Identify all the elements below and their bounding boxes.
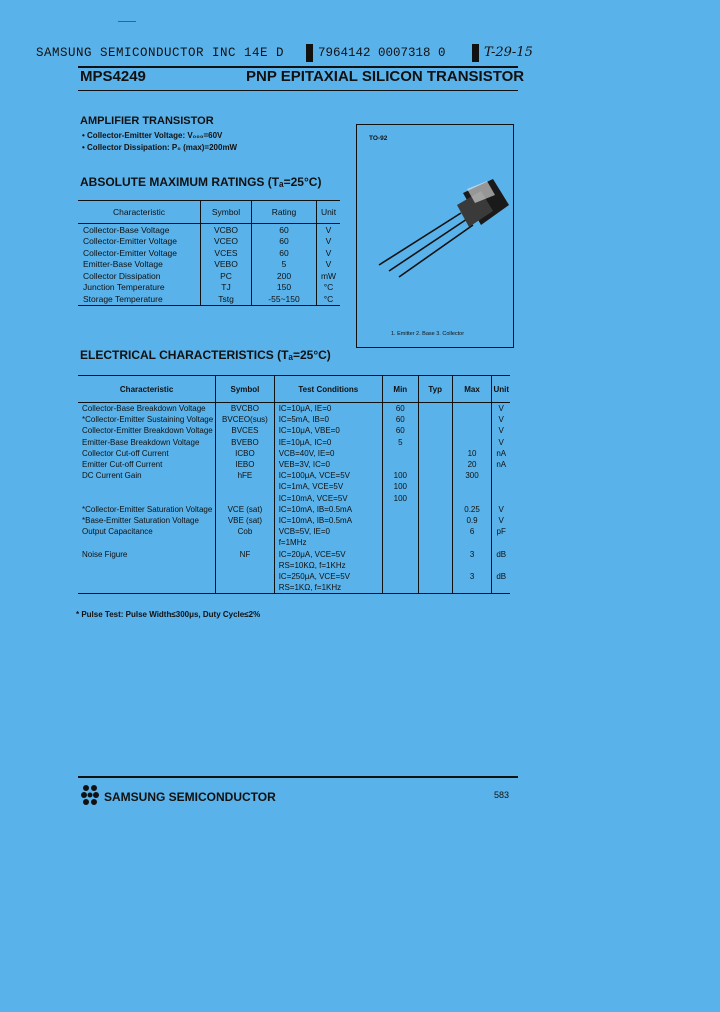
test-condition-cell: IC=1mA, VCE=5V [274,481,382,492]
unit-cell: V [492,437,510,448]
test-condition-cell: VCB=40V, IE=0 [274,448,382,459]
min-cell: 100 [382,481,418,492]
test-condition-cell: IC=10mA, IB=0.5mA [274,504,382,515]
test-condition-cell: IC=10mA, IB=0.5mA [274,515,382,526]
typ-cell [418,526,452,537]
rating-cell: -55~150 [252,293,317,305]
test-condition-cell: IC=10mA, VCE=5V [274,493,382,504]
typ-cell [418,582,452,594]
typ-cell [418,560,452,571]
footer-page: 583 [494,790,510,800]
characteristic-cell: *Base-Emitter Saturation Voltage [82,515,199,525]
elec-row [78,504,510,515]
symbol-cell [216,537,275,548]
rating-cell: 5 [252,259,317,271]
unit-cell: V [492,425,510,436]
unit-cell: dB [492,571,510,582]
col-e-unit: Unit [492,376,510,403]
max-cell: 300 [452,470,492,481]
col-characteristic: Characteristic [78,201,201,224]
header-dash: ___ [118,14,137,25]
symbol-cell: VBE (sat) [216,515,275,526]
header-company-line: SAMSUNG SEMICONDUCTOR INC 14E D [36,46,285,60]
min-cell: 100 [382,493,418,504]
max-cell: 10 [452,448,492,459]
characteristic-cell [78,560,216,571]
unit-cell [492,481,510,492]
characteristic-cell [78,493,216,504]
col-e-test: Test Conditions [274,376,382,403]
max-cell [452,481,492,492]
elec-table [78,375,510,594]
feature-1: • Collector-Emitter Voltage: V₀₀₀=60V [82,131,223,140]
symbol-cell: VEBO [201,259,252,271]
unit-cell: V [492,414,510,425]
symbol-cell: TJ [201,282,252,294]
characteristic-cell: Collector-Emitter Voltage [83,247,178,258]
min-cell: 100 [382,470,418,481]
col-unit: Unit [317,201,341,224]
col-e-max: Max [452,376,492,403]
symbol-cell: hFE [216,470,275,481]
header-handwritten-note: T-29-15 [484,45,533,60]
elec-row [78,537,510,548]
elec-row [78,582,510,594]
max-cell: 3 [452,548,492,559]
symbol-cell: VCES [201,247,252,259]
abs-max-row [78,247,340,259]
symbol-cell [216,571,275,582]
unit-cell [492,537,510,548]
characteristic-cell [78,537,216,548]
test-condition-cell: IE=10μA, IC=0 [274,437,382,448]
unit-cell: °C [317,282,341,294]
footer-brand: SAMSUNG SEMICONDUCTOR [104,790,276,804]
unit-cell: pF [492,526,510,537]
characteristic-cell: Collector Cut-off Current [82,448,169,458]
to92-package-icon [371,165,511,285]
unit-cell: mW [317,270,341,282]
characteristic-cell: Collector-Emitter Voltage [83,236,178,247]
title-rule [78,90,518,91]
abs-max-row [78,282,340,294]
rating-cell: 200 [252,270,317,282]
abs-max-row [78,236,340,248]
test-condition-cell: IC=100μA, VCE=5V [274,470,382,481]
characteristic-cell: Emitter Cut-off Current [82,460,163,470]
test-condition-cell: IC=20μA, VCE=5V [274,548,382,559]
typ-cell [418,548,452,559]
typ-cell [418,481,452,492]
max-cell: 0.25 [452,504,492,515]
part-description: PNP EPITAXIAL SILICON TRANSISTOR [246,68,525,85]
test-condition-cell: IC=10μA, IE=0 [274,403,382,415]
symbol-cell: NF [216,548,275,559]
typ-cell [418,571,452,582]
characteristic-cell: Storage Temperature [78,293,201,305]
unit-cell [492,560,510,571]
characteristic-cell: Emitter-Base Voltage [83,259,163,270]
characteristic-cell [78,481,216,492]
application-heading: AMPLIFIER TRANSISTOR [80,115,214,127]
max-cell [452,437,492,448]
col-e-symbol: Symbol [216,376,275,403]
symbol-cell [216,582,275,594]
col-symbol: Symbol [201,201,252,224]
package-pins: 1. Emitter 2. Base 3. Collector [391,331,465,337]
package-name: TO-92 [369,135,388,142]
typ-cell [418,515,452,526]
unit-cell [492,493,510,504]
abs-max-row [78,270,340,282]
header-bar-mark [306,44,313,62]
header-bar-mark-2 [472,44,479,62]
test-condition-cell: VEB=3V, IC=0 [274,459,382,470]
elec-row [78,481,510,492]
rating-cell: 60 [252,236,317,248]
min-cell: 60 [382,414,418,425]
unit-cell: nA [492,448,510,459]
max-cell [452,537,492,548]
elec-row [78,414,510,425]
elec-row [78,425,510,436]
max-cell: 3 [452,571,492,582]
characteristic-cell: Collector-Base Voltage [83,224,170,235]
max-cell [452,560,492,571]
abs-max-header-row [78,201,340,224]
footnote: * Pulse Test: Pulse Width≤300μs, Duty Cycle≤2% [76,610,261,619]
elec-row [78,448,510,459]
symbol-cell: IEBO [216,459,275,470]
elec-header-row [78,376,510,403]
characteristic-cell [78,582,216,594]
rating-cell: 60 [252,247,317,259]
min-cell [382,548,418,559]
test-condition-cell: f=1MHz [274,537,382,548]
characteristic-cell: Noise Figure [82,549,128,559]
characteristic-cell: Output Capacitance [82,527,153,537]
unit-cell: dB [492,548,510,559]
rating-cell: 60 [252,224,317,236]
elec-heading: ELECTRICAL CHARACTERISTICS (Tₐ=25°C) [80,348,331,362]
typ-cell [418,459,452,470]
symbol-cell: BVEBO [216,437,275,448]
typ-cell [418,414,452,425]
max-cell [452,493,492,504]
symbol-cell: BVCES [216,425,275,436]
elec-row [78,560,510,571]
typ-cell [418,493,452,504]
max-cell [452,403,492,415]
header-code-line: 7964142 0007318 0 [318,46,446,60]
characteristic-cell: Collector-Emitter Breakdown Voltage [82,426,213,436]
col-rating: Rating [252,201,317,224]
elec-row [78,548,510,559]
unit-cell: V [317,224,341,236]
min-cell [382,526,418,537]
max-cell: 20 [452,459,492,470]
min-cell: 60 [382,425,418,436]
elec-row [78,470,510,481]
symbol-cell [216,493,275,504]
characteristic-cell: Emitter-Base Breakdown Voltage [82,437,200,447]
min-cell [382,537,418,548]
symbol-cell: Cob [216,526,275,537]
characteristic-cell: *Collector-Emitter Sustaining Voltage [82,415,214,425]
symbol-cell: VCEO [201,236,252,248]
test-condition-cell: RS=1KΩ, f=1KHz [274,582,382,594]
package-box [356,124,514,348]
test-condition-cell: IC=10μA, VBE=0 [274,425,382,436]
unit-cell: V [317,259,341,271]
unit-cell: °C [317,293,341,305]
symbol-cell: Tstg [201,293,252,305]
unit-cell [492,582,510,594]
test-condition-cell: VCB=5V, IE=0 [274,526,382,537]
characteristic-cell: DC Current Gain [82,471,142,481]
unit-cell: V [492,504,510,515]
min-cell [382,571,418,582]
test-condition-cell: RS=10KΩ, f=1KHz [274,560,382,571]
unit-cell: V [317,236,341,248]
elec-row [78,459,510,470]
characteristic-cell: Junction Temperature [83,282,165,293]
typ-cell [418,425,452,436]
abs-max-row [78,224,340,236]
max-cell: 0.9 [452,515,492,526]
typ-cell [418,448,452,459]
min-cell [382,560,418,571]
symbol-cell: VCBO [201,224,252,236]
characteristic-cell: Collector Dissipation [83,270,161,281]
elec-row [78,571,510,582]
elec-row [78,493,510,504]
unit-cell: V [492,403,510,415]
part-number: MPS4249 [80,68,146,85]
typ-cell [418,437,452,448]
elec-row [78,403,510,415]
symbol-cell: ICBO [216,448,275,459]
min-cell: 5 [382,437,418,448]
unit-cell: V [492,515,510,526]
unit-cell: nA [492,459,510,470]
typ-cell [418,504,452,515]
min-cell [382,515,418,526]
symbol-cell: PC [201,270,252,282]
symbol-cell: VCE (sat) [216,504,275,515]
min-cell: 60 [382,403,418,415]
abs-max-heading: ABSOLUTE MAXIMUM RATINGS (Tₐ=25°C) [80,175,322,189]
col-e-characteristic: Characteristic [78,376,216,403]
max-cell [452,582,492,594]
elec-row [78,515,510,526]
footer-rule [78,776,518,778]
max-cell [452,414,492,425]
test-condition-cell: IC=5mA, IB=0 [274,414,382,425]
test-condition-cell: IC=250μA, VCE=5V [274,571,382,582]
feature-2: • Collector Dissipation: P₀ (max)=200mW [82,143,238,152]
abs-max-table [78,200,340,306]
characteristic-cell: *Collector-Emitter Saturation Voltage [82,504,213,514]
characteristic-cell [78,571,216,582]
max-cell [452,425,492,436]
typ-cell [418,537,452,548]
min-cell [382,459,418,470]
elec-row [78,526,510,537]
min-cell [382,504,418,515]
col-e-typ: Typ [418,376,452,403]
abs-max-row [78,293,340,305]
symbol-cell [216,481,275,492]
max-cell: 6 [452,526,492,537]
col-e-min: Min [382,376,418,403]
typ-cell [418,403,452,415]
rating-cell: 150 [252,282,317,294]
abs-max-row [78,259,340,271]
symbol-cell [216,560,275,571]
symbol-cell: BVCBO [216,403,275,415]
min-cell [382,448,418,459]
symbol-cell: BVCEO(sus) [216,414,275,425]
min-cell [382,582,418,594]
typ-cell [418,470,452,481]
unit-cell: V [317,247,341,259]
samsung-logo-icon [80,784,100,806]
characteristic-cell: Collector-Base Breakdown Voltage [82,404,206,414]
elec-row [78,437,510,448]
unit-cell [492,470,510,481]
